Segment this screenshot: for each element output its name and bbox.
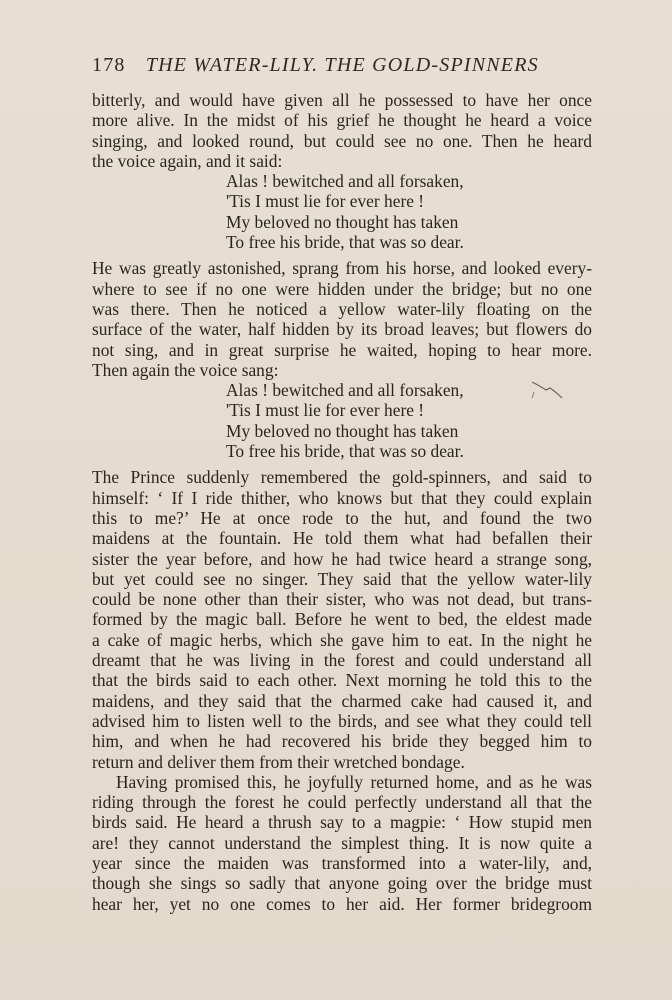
verse-line: My beloved no thought has taken [226, 211, 459, 232]
text-line: the voice again, and it said: [92, 150, 283, 171]
paragraph-3 [92, 467, 592, 771]
text-line: but yet could see no singer. They said that the yellow water-lily [92, 568, 592, 589]
text-line: him, and when he had recovered his bride they begged him to [92, 731, 592, 752]
text-line: could be none other than their sister, who was not dead, but trans- [92, 589, 592, 610]
text-line: where to see if no one were hidden under the bridge; but no one [92, 278, 592, 299]
text-line: singing, and looked round, but could see no one. Then he heard [92, 130, 592, 151]
verse-line: To free his bride, that was so dear. [226, 441, 464, 462]
text-line: He was greatly astonished, sprang from his horse, and looked every- [92, 258, 592, 279]
text-line: year since the maiden was transformed into a water-lily, and, [92, 852, 592, 873]
paragraph-2 [92, 258, 592, 380]
paragraph-4 [92, 772, 592, 914]
text-line: though she sings so sadly that anyone going over the bridge must [92, 873, 592, 894]
verse-line: 'Tis I must lie for ever here ! [226, 400, 425, 421]
text-line: himself: ‘ If I ride thither, who knows but that they could explain [92, 487, 592, 508]
text-line: advised him to listen well to the birds, and see what they could tell [92, 710, 592, 731]
text-line: birds said. He heard a thrush say to a magpie: ‘ How stupid men [92, 812, 592, 833]
running-header [92, 54, 592, 77]
text-line: more alive. In the midst of his grief he thought he heard a voice [92, 110, 592, 131]
verse-line: My beloved no thought has taken [226, 420, 459, 441]
pencil-mark-icon [528, 378, 564, 400]
running-title: THE WATER-LILY. THE GOLD-SPINNERS [145, 54, 539, 76]
text-line: surface of the water, half hidden by its broad leaves; but flowers do [92, 319, 592, 340]
text-line: bitterly, and would have given all he possessed to have her once [92, 90, 592, 110]
text-line: not sing, and in great surprise he waited, hoping to hear more. [92, 339, 592, 360]
text-line: maidens, and they said that the charmed cake had caused it, and [92, 690, 592, 711]
page-number: 178 [92, 54, 126, 76]
verse-line: Alas ! bewitched and all forsaken, [226, 380, 464, 401]
text-line: are! they cannot understand the simplest thing. It is now quite a [92, 832, 592, 853]
text-line: maidens at the fountain. He told them what had befallen their [92, 528, 592, 549]
text-line: sister the year before, and how he had twice heard a strange song, [92, 548, 592, 569]
text-line: a cake of magic herbs, which she gave him to eat. In the night he [92, 629, 592, 650]
verse-line: 'Tis I must lie for ever here ! [226, 191, 425, 212]
text-line: was there. Then he noticed a yellow water-lily floating on the [92, 298, 592, 319]
verse-line: Alas ! bewitched and all forsaken, [226, 171, 464, 192]
text-line: hear her, yet no one comes to her aid. Her former bridegroom [92, 893, 592, 914]
text-line: riding through the forest he could perfectly understand all that the [92, 792, 592, 813]
text-line: Then again the voice sang: [92, 359, 279, 380]
verse-line: To free his bride, that was so dear. [226, 232, 464, 253]
text-line: that the birds said to each other. Next morning he told this to the [92, 670, 592, 691]
text-line: The Prince suddenly remembered the gold-spinners, and said to [92, 467, 592, 488]
text-line: Having promised this, he joyfully returned home, and as he was [116, 771, 592, 792]
body-text [92, 90, 592, 914]
paragraph-1 [92, 90, 592, 171]
text-line: formed by the magic ball. Before he went to bed, the eldest made [92, 609, 592, 630]
verse-1 [226, 171, 592, 252]
text-line: return and deliver them from their wretched bondage. [92, 751, 465, 772]
text-line: dreamt that he was living in the forest and could understand all [92, 650, 592, 671]
text-line: this to me?’ He at once rode to the hut, and found the two [92, 507, 592, 528]
